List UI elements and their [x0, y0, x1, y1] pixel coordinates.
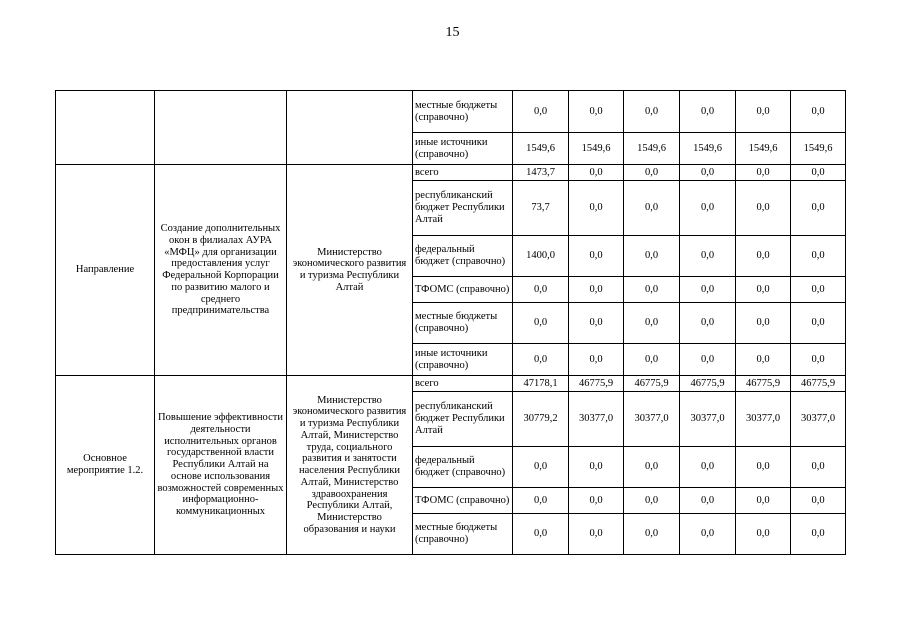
- amount-cell: 0,0: [624, 277, 680, 303]
- amount-cell: 0,0: [624, 165, 680, 181]
- table-row: [56, 91, 846, 133]
- amount-cell: 0,0: [569, 181, 624, 236]
- activity-description-cell: [155, 91, 287, 165]
- amount-cell: 30377,0: [680, 392, 736, 447]
- amount-cell: 1549,6: [791, 133, 846, 165]
- amount-cell: 0,0: [736, 303, 791, 344]
- amount-cell: 46775,9: [791, 376, 846, 392]
- funding-source-cell: иные источники (справочно): [413, 344, 513, 376]
- amount-cell: 0,0: [513, 488, 569, 514]
- funding-source-cell: республиканский бюджет Республики Алтай: [413, 181, 513, 236]
- amount-cell: 0,0: [791, 277, 846, 303]
- amount-cell: 0,0: [569, 447, 624, 488]
- amount-cell: 0,0: [569, 236, 624, 277]
- responsible-executor-cell: [287, 91, 413, 165]
- amount-cell: 30377,0: [736, 392, 791, 447]
- amount-cell: 1549,6: [569, 133, 624, 165]
- responsible-executor-cell: Министерство экономического развития и туризма Республики Алтай: [287, 165, 413, 376]
- amount-cell: 0,0: [624, 181, 680, 236]
- activity-name-cell: Направление: [56, 165, 155, 376]
- amount-cell: 47178,1: [513, 376, 569, 392]
- amount-cell: 0,0: [680, 344, 736, 376]
- amount-cell: 46775,9: [624, 376, 680, 392]
- amount-cell: 30377,0: [624, 392, 680, 447]
- amount-cell: 0,0: [736, 344, 791, 376]
- funding-source-cell: федеральный бюджет (справочно): [413, 447, 513, 488]
- amount-cell: 0,0: [791, 514, 846, 555]
- amount-cell: 0,0: [680, 165, 736, 181]
- activity-name-cell: [56, 91, 155, 165]
- amount-cell: 0,0: [513, 514, 569, 555]
- funding-table: [55, 90, 846, 555]
- activity-name-cell: Основное мероприятие 1.2.: [56, 376, 155, 555]
- funding-source-cell: местные бюджеты (справочно): [413, 514, 513, 555]
- page-number: 15: [445, 25, 460, 40]
- amount-cell: 0,0: [791, 447, 846, 488]
- amount-cell: 1549,6: [680, 133, 736, 165]
- amount-cell: 0,0: [736, 488, 791, 514]
- amount-cell: 0,0: [736, 514, 791, 555]
- amount-cell: 0,0: [680, 303, 736, 344]
- amount-cell: 0,0: [736, 447, 791, 488]
- amount-cell: 1549,6: [624, 133, 680, 165]
- amount-cell: 0,0: [680, 488, 736, 514]
- amount-cell: 0,0: [624, 488, 680, 514]
- amount-cell: 46775,9: [569, 376, 624, 392]
- amount-cell: 0,0: [569, 303, 624, 344]
- amount-cell: 0,0: [680, 236, 736, 277]
- amount-cell: 0,0: [569, 91, 624, 133]
- funding-source-cell: республиканский бюджет Республики Алтай: [413, 392, 513, 447]
- funding-source-cell: местные бюджеты (справочно): [413, 91, 513, 133]
- funding-source-cell: иные источники (справочно): [413, 133, 513, 165]
- amount-cell: 0,0: [624, 514, 680, 555]
- amount-cell: 0,0: [680, 181, 736, 236]
- amount-cell: 0,0: [513, 277, 569, 303]
- amount-cell: 1400,0: [513, 236, 569, 277]
- amount-cell: 0,0: [736, 165, 791, 181]
- amount-cell: 46775,9: [736, 376, 791, 392]
- amount-cell: 73,7: [513, 181, 569, 236]
- amount-cell: 0,0: [569, 277, 624, 303]
- amount-cell: 0,0: [791, 344, 846, 376]
- activity-description-cell: Повышение эффективности деятельности исполнительных органов государственной власти Республики Алтай на основе использования возможностей современных информационно-коммуникационных: [155, 376, 287, 555]
- amount-cell: 1549,6: [736, 133, 791, 165]
- amount-cell: 0,0: [513, 303, 569, 344]
- amount-cell: 0,0: [791, 488, 846, 514]
- amount-cell: 0,0: [513, 91, 569, 133]
- funding-source-cell: местные бюджеты (справочно): [413, 303, 513, 344]
- amount-cell: 0,0: [569, 165, 624, 181]
- amount-cell: 0,0: [569, 488, 624, 514]
- amount-cell: 0,0: [624, 91, 680, 133]
- amount-cell: 0,0: [791, 181, 846, 236]
- amount-cell: 1549,6: [513, 133, 569, 165]
- amount-cell: 0,0: [624, 344, 680, 376]
- amount-cell: 0,0: [624, 447, 680, 488]
- amount-cell: 0,0: [791, 91, 846, 133]
- funding-source-cell: всего: [413, 376, 513, 392]
- responsible-executor-cell: Министерство экономического развития и туризма Республики Алтай, Министерство труда, социального развития и занятости населения Республики Алтай, Министерство здравоохранения Республики Алтай, Министерство образования и науки: [287, 376, 413, 555]
- amount-cell: 0,0: [736, 181, 791, 236]
- amount-cell: 0,0: [569, 344, 624, 376]
- amount-cell: 0,0: [569, 514, 624, 555]
- amount-cell: 0,0: [624, 303, 680, 344]
- amount-cell: 0,0: [736, 236, 791, 277]
- amount-cell: 0,0: [736, 91, 791, 133]
- amount-cell: 0,0: [680, 514, 736, 555]
- amount-cell: 0,0: [680, 447, 736, 488]
- amount-cell: 0,0: [736, 277, 791, 303]
- amount-cell: 0,0: [513, 447, 569, 488]
- funding-source-cell: федеральный бюджет (справочно): [413, 236, 513, 277]
- amount-cell: 30377,0: [791, 392, 846, 447]
- amount-cell: 0,0: [680, 91, 736, 133]
- funding-source-cell: ТФОМС (справочно): [413, 488, 513, 514]
- funding-source-cell: ТФОМС (справочно): [413, 277, 513, 303]
- activity-description-cell: Создание дополнительных окон в филиалах АУРА «МФЦ» для организации предоставления услуг Федеральной Корпорации по развитию малого и среднего предпринимательства: [155, 165, 287, 376]
- amount-cell: 0,0: [791, 165, 846, 181]
- amount-cell: 30377,0: [569, 392, 624, 447]
- table-row: [56, 165, 846, 181]
- amount-cell: 30779,2: [513, 392, 569, 447]
- amount-cell: 0,0: [791, 303, 846, 344]
- amount-cell: 1473,7: [513, 165, 569, 181]
- amount-cell: 0,0: [513, 344, 569, 376]
- amount-cell: 0,0: [791, 236, 846, 277]
- amount-cell: 46775,9: [680, 376, 736, 392]
- funding-source-cell: всего: [413, 165, 513, 181]
- table-row: [56, 376, 846, 392]
- amount-cell: 0,0: [624, 236, 680, 277]
- amount-cell: 0,0: [680, 277, 736, 303]
